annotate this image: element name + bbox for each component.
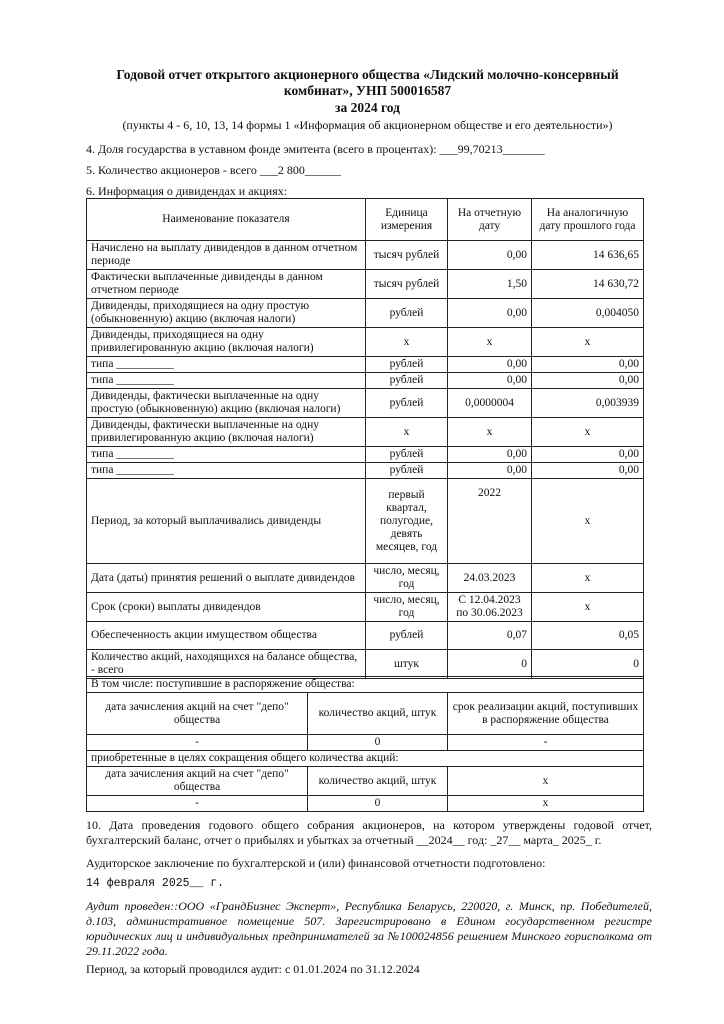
- row-previous: х: [532, 328, 644, 357]
- table-row: [87, 463, 644, 479]
- row-current: х: [448, 328, 532, 357]
- row-name: типа __________: [87, 447, 366, 463]
- row-unit: рублей: [366, 447, 448, 463]
- row-previous: х: [532, 418, 644, 447]
- row-previous: 14 636,65: [532, 241, 644, 270]
- table-row: [87, 418, 644, 447]
- audit-conducted-by: Аудит проведен::ООО «ГрандБизнес Эксперт», Республика Беларусь, 220020, г. Минск, пр. Победителей, д.103, административное помещение 507. Зарегистрировано в Едином государственном регистре юридических лиц и индивидуальных предпринимателей за №100024856 решением Минского горисполкома от 29.11.2022 года.: [86, 899, 652, 958]
- audit-conclusion-line: Аудиторское заключение по бухгалтерской и (или) финансовой отчетности подготовлено:: [86, 856, 546, 870]
- table-row: [87, 564, 644, 593]
- sub1-header-qty: количество акций, штук: [308, 693, 448, 735]
- row-previous: 0,004050: [532, 299, 644, 328]
- sub2-value-row: [87, 796, 644, 812]
- row-current: 0,00: [448, 357, 532, 373]
- row-previous: х: [532, 564, 644, 593]
- acq-label: приобретенные в целях сокращения общего количества акций:: [87, 751, 644, 767]
- row-unit: рублей: [366, 373, 448, 389]
- row-current: 0,00: [448, 463, 532, 479]
- row-unit: тысяч рублей: [366, 241, 448, 270]
- row-unit: рублей: [366, 389, 448, 418]
- table-row: [87, 357, 644, 373]
- sub1-header-date: дата зачисления акций на счет "депо" общества: [87, 693, 308, 735]
- row-current: 1,50: [448, 270, 532, 299]
- row-current: 0,0000004: [448, 389, 532, 418]
- row-name: Дивиденды, приходящиеся на одну привилегированную акцию (включая налоги): [87, 328, 366, 357]
- row-unit: первый квартал, полугодие, девять месяцев, год: [366, 479, 448, 564]
- report-subtitle: (пункты 4 - 6, 10, 13, 14 формы 1 «Информация об акционерном обществе и его деятельности»): [122, 118, 613, 132]
- row-previous: 14 630,72: [532, 270, 644, 299]
- table-row: [87, 447, 644, 463]
- header-previous: На аналогичную дату прошлого года: [532, 199, 644, 241]
- row-current: 2022: [448, 479, 532, 564]
- row-previous: 0: [532, 650, 644, 679]
- row-name: Обеспеченность акции имуществом общества: [87, 622, 366, 650]
- audit-conclusion-date: 14 февраля 2025__ г.: [86, 877, 225, 890]
- audit-period: Период, за который проводился аудит: с 01.01.2024 по 31.12.2024: [86, 962, 420, 976]
- sub2-header-x: х: [448, 767, 644, 796]
- row-unit: тысяч рублей: [366, 270, 448, 299]
- row-unit: х: [366, 418, 448, 447]
- dividends-main-table: [86, 198, 644, 679]
- row-unit: рублей: [366, 299, 448, 328]
- row-current: 0,00: [448, 447, 532, 463]
- row-name: Дивиденды, фактически выплаченные на одну привилегированную акцию (включая налоги): [87, 418, 366, 447]
- row-name: Срок (сроки) выплаты дивидендов: [87, 593, 366, 622]
- row-previous: х: [532, 593, 644, 622]
- row-name: Дивиденды, приходящиеся на одну простую (обыкновенную) акцию (включая налоги): [87, 299, 366, 328]
- row-current: 0,00: [448, 299, 532, 328]
- row-previous: х: [532, 479, 644, 564]
- sub2-header-qty: количество акций, штук: [308, 767, 448, 796]
- sub2-header-row: [87, 767, 644, 796]
- row-name: Начислено на выплату дивидендов в данном отчетном периоде: [87, 241, 366, 270]
- sub1-value-row: [87, 735, 644, 751]
- row-current: 24.03.2023: [448, 564, 532, 593]
- row-previous: 0,003939: [532, 389, 644, 418]
- item-6-heading: 6. Информация о дивидендах и акциях:: [86, 184, 288, 198]
- item-10-meeting-date: 10. Дата проведения годового общего собрания акционеров, на котором утверждены годовой отчет, бухгалтерский баланс, отчет о прибылях и убытках за отчетный __2024__ год: _27__ марта_ 2025_ г.: [86, 818, 652, 847]
- row-name: Период, за который выплачивались дивиденды: [87, 479, 366, 564]
- sub1-value-term: -: [448, 735, 644, 751]
- acq-row: [87, 751, 644, 767]
- sub1-header-term: срок реализации акций, поступивших в распоряжение общества: [448, 693, 644, 735]
- sub1-value-date: -: [87, 735, 308, 751]
- header-indicator: Наименование показателя: [87, 199, 366, 241]
- sub2-value-date: -: [87, 796, 308, 812]
- row-name: Дивиденды, фактически выплаченные на одну простую (обыкновенную) акцию (включая налоги): [87, 389, 366, 418]
- row-unit: рублей: [366, 622, 448, 650]
- table-row: [87, 650, 644, 679]
- shares-subtable: [86, 676, 644, 812]
- row-previous: 0,00: [532, 373, 644, 389]
- table-row: [87, 328, 644, 357]
- incl-label: В том числе: поступившие в распоряжение общества:: [87, 677, 644, 693]
- table-row: [87, 593, 644, 622]
- sub2-value-x: х: [448, 796, 644, 812]
- row-unit: рублей: [366, 463, 448, 479]
- row-previous: 0,00: [532, 463, 644, 479]
- row-previous: 0,00: [532, 357, 644, 373]
- header-unit: Единица измерения: [366, 199, 448, 241]
- row-current: х: [448, 418, 532, 447]
- row-unit: х: [366, 328, 448, 357]
- row-previous: 0,00: [532, 447, 644, 463]
- table-row: [87, 622, 644, 650]
- row-unit: число, месяц, год: [366, 564, 448, 593]
- report-title-line1: Годовой отчет открытого акционерного общества «Лидский молочно-консервный: [116, 67, 619, 82]
- row-current: 0,07: [448, 622, 532, 650]
- row-current: 0,00: [448, 373, 532, 389]
- sub1-value-qty: 0: [308, 735, 448, 751]
- report-title-year: за 2024 год: [335, 100, 400, 115]
- item-5-shareholders: 5. Количество акционеров - всего ___2 800______: [86, 163, 341, 177]
- table-header-row: [87, 199, 644, 241]
- row-name: Количество акций, находящихся на балансе общества, - всего: [87, 650, 366, 679]
- row-name: типа __________: [87, 357, 366, 373]
- incl-row: [87, 677, 644, 693]
- table-row: [87, 389, 644, 418]
- table-row: [87, 270, 644, 299]
- sub2-header-date: дата зачисления акций на счет "депо" общества: [87, 767, 308, 796]
- row-name: Фактически выплаченные дивиденды в данном отчетном периоде: [87, 270, 366, 299]
- row-name: Дата (даты) принятия решений о выплате дивидендов: [87, 564, 366, 593]
- row-previous: 0,05: [532, 622, 644, 650]
- row-name: типа __________: [87, 373, 366, 389]
- table-row: [87, 373, 644, 389]
- row-unit: рублей: [366, 357, 448, 373]
- sub1-header-row: [87, 693, 644, 735]
- sub2-value-qty: 0: [308, 796, 448, 812]
- row-current: 0: [448, 650, 532, 679]
- report-title-line2: комбинат», УНП 500016587: [283, 83, 452, 98]
- row-unit: штук: [366, 650, 448, 679]
- table-row: [87, 479, 644, 564]
- row-name: типа __________: [87, 463, 366, 479]
- table-row: [87, 241, 644, 270]
- row-current: 0,00: [448, 241, 532, 270]
- header-current: На отчетную дату: [448, 199, 532, 241]
- item-4-state-share: 4. Доля государства в уставном фонде эмитента (всего в процентах): ___99,70213_______: [86, 142, 545, 156]
- row-unit: число, месяц, год: [366, 593, 448, 622]
- table-row: [87, 299, 644, 328]
- row-current: С 12.04.2023 по 30.06.2023: [448, 593, 532, 622]
